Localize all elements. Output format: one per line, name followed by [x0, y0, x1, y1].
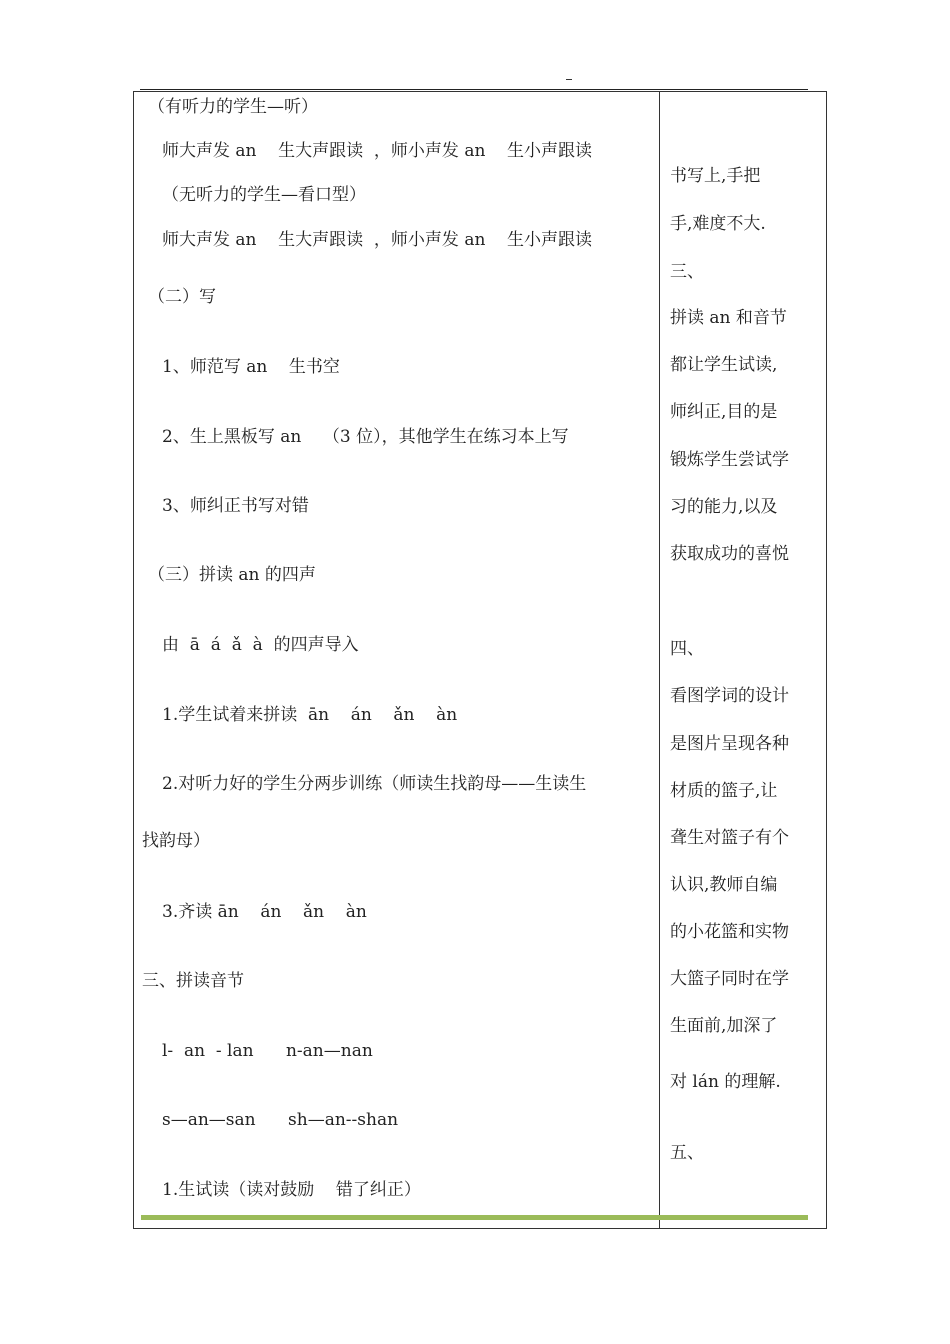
main-line-3: （无听力的学生—看口型）: [162, 185, 366, 205]
side-line-5: 都让学生试读,: [670, 355, 778, 375]
main-line-4: 师大声发 an 生大声跟读 ，师小声发 an 生小声跟读: [162, 230, 593, 250]
side-line-4: 拼读 an 和音节: [670, 308, 787, 328]
main-line-7: 2、生上黑板写 an （3 位），其他学生在练习本上写: [162, 427, 569, 447]
main-line-11: 1.学生试着来拼读 ān án ǎn àn: [162, 705, 458, 725]
side-line-13: 材质的篮子,让: [670, 781, 778, 801]
side-line-16: 的小花篮和实物: [670, 922, 789, 942]
side-line-12: 是图片呈现各种: [670, 734, 789, 754]
main-heading-write: （二）写: [148, 287, 216, 307]
main-heading-four-tones: （三）拼读 an 的四声: [148, 565, 316, 585]
main-line-13: 找韵母）: [142, 831, 210, 851]
main-line-6: 1、师范写 an 生书空: [162, 357, 340, 377]
main-heading-syllables: 三、拼读音节: [142, 971, 244, 991]
side-heading-5: 五、: [670, 1143, 704, 1163]
main-line-17: s—an—san sh—an--shan: [162, 1110, 399, 1130]
main-line-14: 3.齐读 ān án ǎn àn: [162, 902, 367, 922]
side-heading-4: 四、: [670, 639, 704, 659]
main-line-8: 3、师纠正书写对错: [162, 496, 309, 516]
main-line-16: l- an - lan n-an—nan: [162, 1041, 373, 1061]
side-heading-3: 三、: [670, 262, 704, 282]
side-line-11: 看图学词的设计: [670, 686, 789, 706]
side-line-17: 大篮子同时在学: [670, 969, 789, 989]
side-line-19: 对 lán 的理解.: [670, 1072, 781, 1092]
side-line-6: 师纠正,目的是: [670, 402, 778, 422]
main-line-1: （有听力的学生—听）: [148, 97, 318, 117]
side-line-1: 书写上,手把: [670, 166, 761, 186]
main-line-2: 师大声发 an 生大声跟读 ，师小声发 an 生小声跟读: [162, 141, 593, 161]
column-divider: [659, 91, 660, 1229]
side-line-15: 认识,教师自编: [670, 875, 778, 895]
main-line-12: 2.对听力好的学生分两步训练（师读生找韵母——生读生: [162, 774, 587, 794]
top-rule: [140, 89, 808, 90]
side-line-18: 生面前,加深了: [670, 1016, 778, 1036]
side-line-2: 手,难度不大.: [670, 214, 766, 234]
footer-rule: [141, 1215, 808, 1220]
side-line-9: 获取成功的喜悦: [670, 544, 789, 564]
side-line-7: 锻炼学生尝试学: [670, 450, 789, 470]
main-line-10: 由 ā á ǎ à 的四声导入: [162, 635, 359, 655]
main-line-18: 1.生试读（读对鼓励 错了纠正）: [162, 1180, 421, 1200]
header-dash: [566, 79, 572, 80]
side-line-14: 聋生对篮子有个: [670, 828, 789, 848]
side-line-8: 习的能力,以及: [670, 497, 778, 517]
